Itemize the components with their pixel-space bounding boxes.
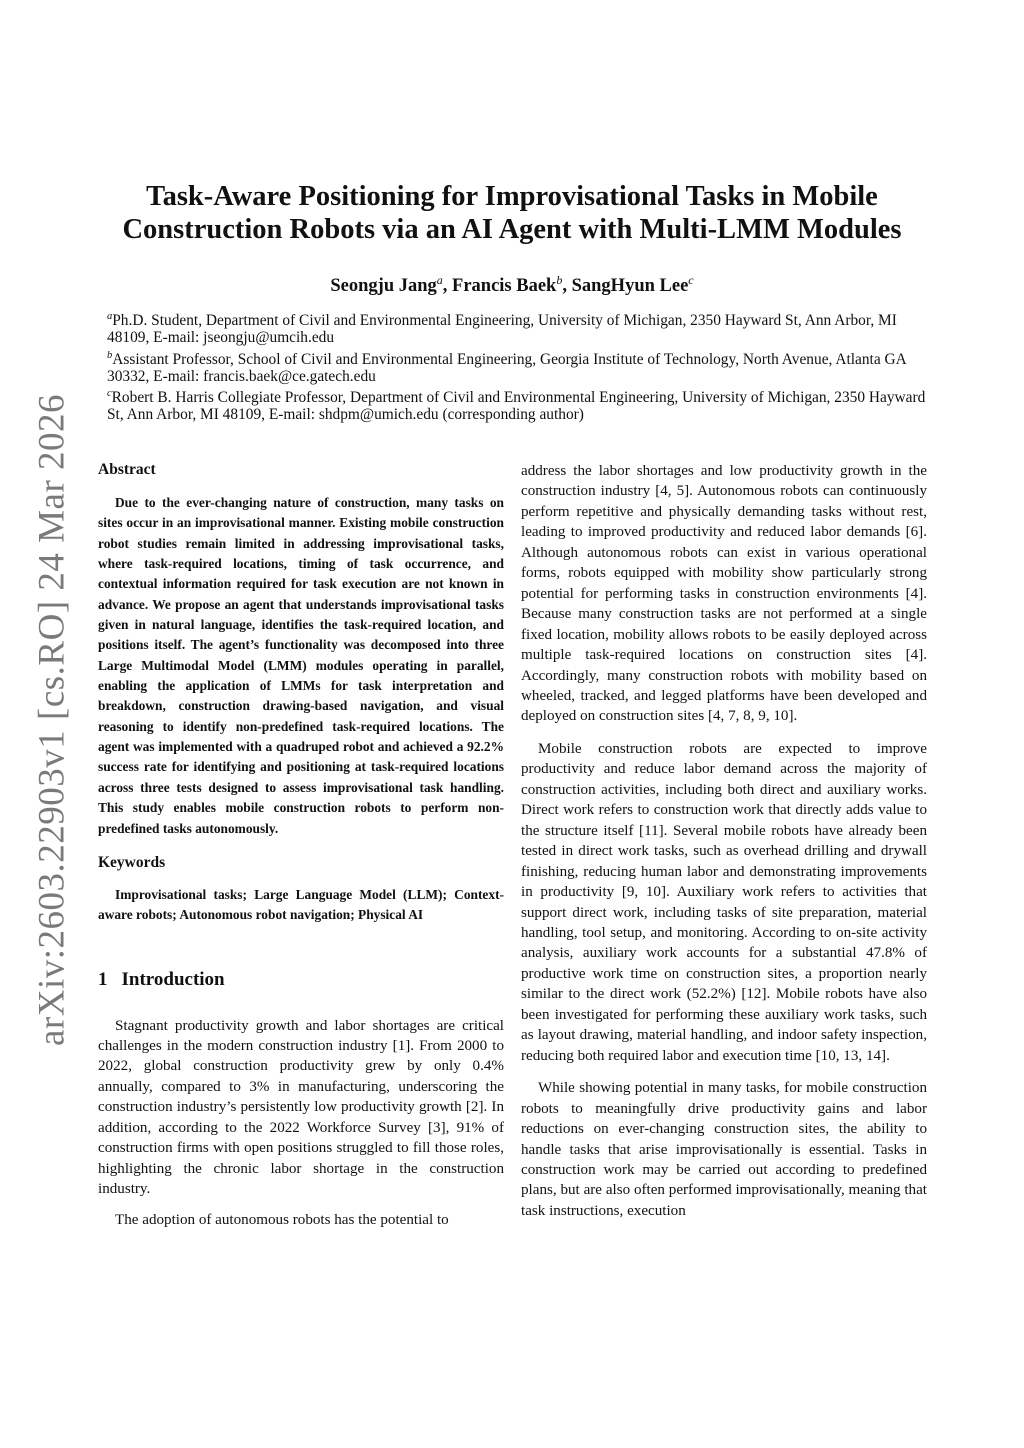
author-1: Seongju Jang$^a$,: [330, 273, 453, 297]
keywords-text: Improvisational tasks; Large Language Model (LLM); Context-aware robots; Autonomous robot navigation; Physical AI: [98, 886, 504, 923]
introduction-heading: [98, 969, 504, 991]
author-2: Francis Baek$^b$,: [452, 273, 572, 297]
intro-paragraph-1: Stagnant productivity growth and labor shortages are critical challenges in the modern construction industry [1]. From 2000 to 2022, global construction productivity grew by only 0.4% annually, compared to 3% in manufacturing, underscoring the construction industry’s persistently low productivity growth [2]. In addition, according to the 2022 Workforce Survey [3], 91% of construction firms with open positions struggled to fill those roles, highlighting the chronic labor shortage in the construction industry.: [98, 1017, 504, 1198]
affiliation-c: $^c$Robert B. Harris Collegiate Professor, Department of Civil and Environmental Engineering, University of Michigan, 2350 Hayward St, Ann Arbor, MI 48109, E-mail: shdpm@umich.edu (corresponding author): [107, 388, 926, 424]
intro-paragraph-2-start: The adoption of autonomous robots has the potential to: [115, 1211, 449, 1228]
intro-paragraph-3: Mobile construction robots are expected to improve productivity and reduce labor demand across the majority of construction activities, including both direct and auxiliary works. Direct work refers to construction work that directly adds value to the structure itself [11]. Several mobile robots have already been tested in direct work tasks, such as overhead drilling and drywall finishing, reducing human labor and demonstrating improvements in productivity [9, 10]. Auxiliary work refers to activities that support direct work, including tasks of site preparation, material handling, tool setup, and monitoring. According to on-site activity analysis, auxiliary work accounts for a substantial 47.8% of productive work time on construction sites, a proportion nearly similar to the direct work (52.2%) [12]. Mobile robots have also been investigated for performing these auxiliary work tasks, such as layout drawing, material handling, and indoor safety inspection, reducing both required labor and execution time [10, 13, 14].: [521, 740, 927, 1064]
author-list: [80, 273, 944, 297]
affiliations: [107, 308, 927, 424]
arxiv-identifier: arXiv:2603.22903v1 [cs.RO] 24 Mar 2026: [31, 393, 73, 1047]
section-title: Introduction: [121, 968, 225, 990]
keywords-heading: Keywords: [98, 853, 166, 871]
abstract-heading: Abstract: [98, 461, 156, 478]
author-3: SangHyun Lee$^c$: [571, 273, 694, 297]
affiliation-a: $^a$Ph.D. Student, Department of Civil and Environmental Engineering, University of Michigan, 2350 Hayward St, Ann Arbor, MI 48109, E-mail: jseongju@umcih.edu: [107, 311, 897, 347]
section-number: 1: [98, 968, 108, 990]
affiliation-b: $^b$Assistant Professor, School of Civil and Environmental Engineering, Georgia Institute of Technology, North Avenue, Atlanta GA 30332, E-mail: francis.baek@ce.gatech.edu: [107, 349, 906, 385]
paper-title: Task-Aware Positioning for Improvisational Tasks in Mobile Construction Robots via an AI Agent with Multi-LMM Modules: [122, 181, 902, 245]
abstract-text: Due to the ever-changing nature of construction, many tasks on sites occur in an improvisational manner. Existing mobile construction robot studies remain limited in addressing improvisational tasks, where task-required locations, timing of task occurrence, and contextual information required for task execution are not known in advance. We propose an agent that understands improvisational tasks given in natural language, identifies the task-required location, and positions itself. The agent’s functionality was decomposed into three Large Multimodal Model (LMM) modules operating in parallel, enabling the application of LMMs for task interpretation and breakdown, construction drawing-based navigation, and visual reasoning to identify non-predefined task-required locations. The agent was implemented with a quadruped robot and achieved a 92.2% success rate for identifying and positioning at task-required locations across three tests designed to assess improvisational task handling. This study enables mobile construction robots to perform non-predefined tasks autonomously.: [98, 495, 504, 836]
left-column: [98, 461, 504, 1230]
intro-paragraph-2-continued: address the labor shortages and low productivity growth in the construction industry [4, 5]. Autonomous robots can continuously perform repetitive and physically demanding tasks without rest, leading to improved productivity and reduced labor demands [6]. Although autonomous robots can exist in various operational forms, robots equipped with mobility show particularly strong potential for performing tasks in construction environments [4]. Because many construction tasks are not performed at a single fixed location, mobility allows robots to be easily deployed across multiple task-required locations on construction sites [4]. Accordingly, many construction robots with mobility based on wheeled, tracked, and legged platforms have been developed and deployed on construction sites [4, 7, 8, 9, 10].: [521, 463, 927, 725]
right-column: [521, 461, 927, 1221]
intro-paragraph-4: While showing potential in many tasks, for mobile construction robots to meaningfully drive productivity gains and labor reductions on ever-changing construction sites, the ability to handle tasks that arise improvisationally is essential. Tasks in construction work may be carried out according to predefined plans, but are also often performed improvisationally, meaning that task instructions, execution: [521, 1080, 927, 1219]
